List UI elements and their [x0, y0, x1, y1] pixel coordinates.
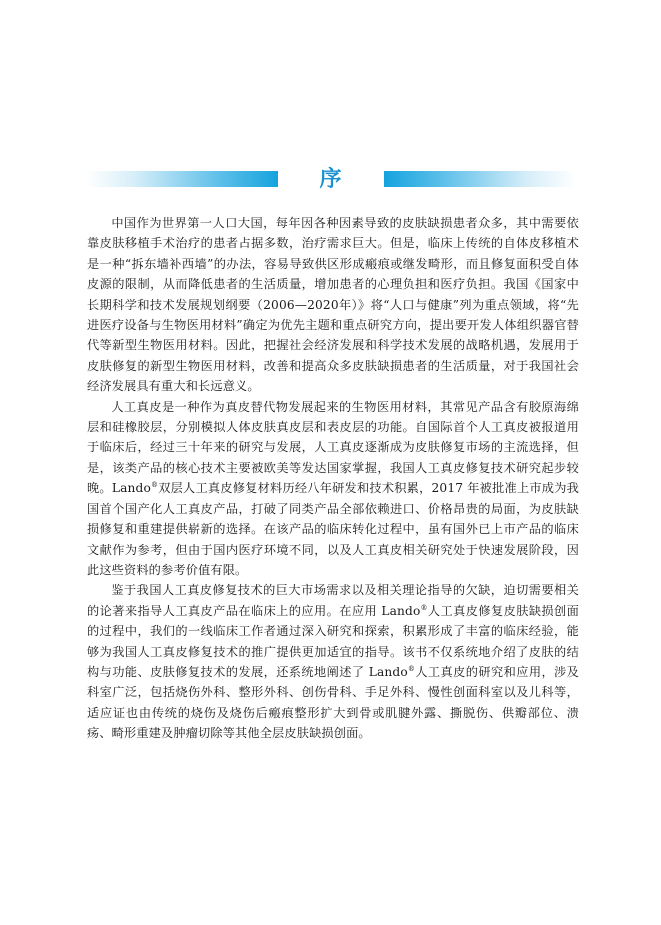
decorative-bar-right	[384, 171, 576, 187]
paragraph-text: 中国作为世界第一人口大国，每年因各种因素导致的皮肤缺损患者众多，其中需要依靠皮肤移植手术治疗的患者占据多数，治疗需求巨大。但是，临床上传统的自体皮移植术是一种“拆东墙补西墙”的办法，容易导致供区形成瘢痕或继发畸形，而且修复面积受自体皮源的限制，从而降低患者的生活质量，增加患者的心理负担和医疗负担。我国《国家中长期科学和技术发展规划纲要（2006—2020年）》将“人口与健康”列为重点领域，将“先进医疗设备与生物医用材料”确定为优先主题和重点研究方向，提出要开发人体组织器官替代等新型生物医用材料。因此，把握社会经济发展和科学技术发展的战略机遇，发展用于皮肤修复的新型生物医用材料，改善和提高众多皮肤缺损患者的生活质量，对于我国社会经济发展具有重大和长远意义。	[87, 216, 579, 394]
page-title: 序	[319, 166, 343, 192]
paragraph-text: 双层人工真皮修复材料历经八年研发和技术积累，2017 年被批准上市成为我国首个国产化人工真皮产品，打破了同类产品全部依赖进口、价格昂贵的局面，为皮肤缺损修复和重建提供崭新的选择。在该产品的临床转化过程中，虽有国外已上市产品的临床文献作为参考，但由于国内医疗环境不同，以及人工真皮相关研究处于快速发展阶段，因此这些资料的参考价值有限。	[87, 481, 579, 577]
paragraph-2	[87, 397, 579, 581]
paragraph-text: 人工真皮修复皮肤缺损创面的过程中，我们的一线临床工作者通过深入研究和探索，积累形成了丰富的临床经验，能够为我国人工真皮修复技术的推广提供更加适宜的指导。该书不仅系统地介绍了皮肤的结构与功能、皮肤修复技术的发展，还系统地阐述了 Lando	[87, 603, 579, 679]
preface-header	[0, 168, 661, 192]
paragraph-3	[87, 580, 579, 743]
registered-mark: ®	[420, 603, 428, 612]
paragraph-text: 人工真皮的研究和应用，涉及科室广泛，包括烧伤外科、整形外科、创伤骨科、手足外科、慢性创面科室以及儿科等，适应证也由传统的烧伤及烧伤后瘢痕整形扩大到骨或肌腱外露、撕脱伤、供瓣部位、溃疡、畸形重建及肿瘤切除等其他全层皮肤缺损创面。	[87, 664, 580, 741]
registered-mark: ®	[150, 481, 159, 490]
paragraph-text: 鉴于我国人工真皮修复技术的巨大市场需求以及相关理论指导的欠缺，迫切需要相关的论著来指导人工真皮产品在临床上的应用。在应用 Lando	[87, 583, 579, 618]
paragraph-text: 人工真皮是一种作为真皮替代物发展起来的生物医用材料，其常见产品含有胶原海绵层和硅橡胶层，分别模拟人体皮肤真皮层和表皮层的功能。自国际首个人工真皮被报道用于临床后，经过三十年来的研究与发展，人工真皮逐渐成为皮肤修复市场的主流选择，但是，该类产品的核心技术主要被欧美等发达国家掌握，我国人工真皮修复技术研究起步较晚。Lando	[87, 399, 579, 496]
paragraph-1	[87, 213, 579, 397]
decorative-bar-left	[86, 171, 278, 187]
preface-body	[87, 213, 579, 744]
registered-mark: ®	[407, 664, 416, 673]
